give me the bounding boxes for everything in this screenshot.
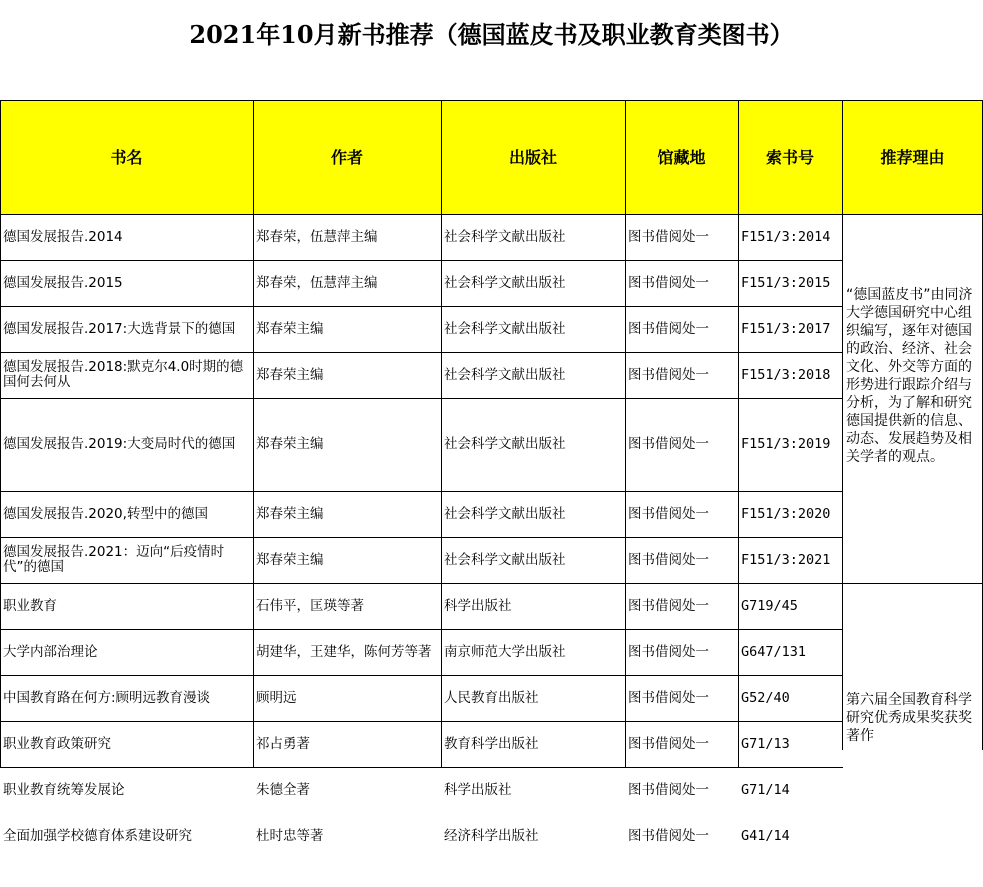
grid-line xyxy=(0,767,843,768)
book-location: 图书借阅处一 xyxy=(628,597,709,614)
book-title: 德国发展报告.2015 xyxy=(3,274,123,291)
grid-line xyxy=(253,100,254,768)
grid-line xyxy=(0,491,843,492)
grid-line xyxy=(738,100,739,768)
book-publisher: 社会科学文献出版社 xyxy=(444,366,566,383)
header-call-number: 索书号 xyxy=(738,100,842,214)
header-location: 馆藏地 xyxy=(625,100,738,214)
book-author: 祁占勇著 xyxy=(256,735,310,752)
grid-line xyxy=(0,537,843,538)
book-author: 郑春荣主编 xyxy=(256,505,324,522)
book-title: 职业教育 xyxy=(3,597,57,614)
book-location: 图书借阅处一 xyxy=(628,274,709,291)
book-call-number: G71/13 xyxy=(741,735,790,752)
grid-line xyxy=(842,100,843,750)
book-title: 德国发展报告.2017:大选背景下的德国 xyxy=(3,320,236,337)
book-location: 图书借阅处一 xyxy=(628,551,709,568)
book-author: 郑春荣主编 xyxy=(256,551,324,568)
reason-germany-bluebook: “德国蓝皮书”由同济大学德国研究中心组织编写，逐年对德国的政治、经济、社会文化、外交等方面的形势进行跟踪介绍与分析，为了解和研究德国提供新的信息、动态、发展趋势及相关学者的观点。 xyxy=(846,287,973,465)
book-publisher: 社会科学文献出版社 xyxy=(444,320,566,337)
reason-education-award: 第六届全国教育科学研究优秀成果奖获奖著作 xyxy=(846,692,972,744)
grid-line xyxy=(0,629,843,630)
book-title: 德国发展报告.2014 xyxy=(3,228,123,245)
grid-line xyxy=(0,675,843,676)
book-call-number: G71/14 xyxy=(741,781,790,798)
book-publisher: 社会科学文献出版社 xyxy=(444,228,566,245)
book-call-number: F151/3:2020 xyxy=(741,505,831,522)
book-location: 图书借阅处一 xyxy=(628,735,709,752)
book-author: 郑春荣主编 xyxy=(256,436,324,452)
grid-line xyxy=(0,721,843,722)
grid-line xyxy=(0,352,843,353)
book-publisher: 社会科学文献出版社 xyxy=(444,551,566,568)
book-title: 德国发展报告.2018:默克尔4.0时期的德国何去何从 xyxy=(3,359,244,390)
book-publisher: 科学出版社 xyxy=(444,597,512,614)
grid-line xyxy=(625,100,626,768)
book-author: 郑春荣主编 xyxy=(256,366,324,383)
book-location: 图书借阅处一 xyxy=(628,827,709,844)
book-call-number: G647/131 xyxy=(741,643,807,660)
book-title: 德国发展报告.2020,转型中的德国 xyxy=(3,505,208,522)
book-title: 中国教育路在何方:顾明远教育漫谈 xyxy=(3,689,211,706)
book-call-number: F151/3:2019 xyxy=(741,436,831,452)
header-author: 作者 xyxy=(253,100,441,214)
book-publisher: 南京师范大学出版社 xyxy=(444,643,566,660)
book-call-number: G52/40 xyxy=(741,689,790,706)
book-location: 图书借阅处一 xyxy=(628,505,709,522)
book-call-number: G719/45 xyxy=(741,597,798,614)
book-title: 职业教育政策研究 xyxy=(3,735,111,752)
grid-line xyxy=(0,398,843,399)
book-publisher: 教育科学出版社 xyxy=(444,735,539,752)
book-title: 全面加强学校德育体系建设研究 xyxy=(3,827,192,844)
header-name: 书名 xyxy=(0,100,253,214)
book-author: 郑春荣主编 xyxy=(256,320,324,337)
book-call-number: F151/3:2018 xyxy=(741,366,831,383)
grid-line xyxy=(0,583,983,584)
book-title: 德国发展报告.2019:大变局时代的德国 xyxy=(3,436,236,452)
grid-line xyxy=(0,260,843,261)
book-call-number: G41/14 xyxy=(741,827,790,844)
book-call-number: F151/3:2015 xyxy=(741,274,831,291)
book-author: 朱德全著 xyxy=(256,781,310,798)
book-location: 图书借阅处一 xyxy=(628,643,709,660)
page-title: 2021年10月新书推荐（德国蓝皮书及职业教育类图书） xyxy=(189,20,794,49)
book-publisher: 经济科学出版社 xyxy=(444,827,539,844)
book-author: 胡建华，王建华，陈何芳等著 xyxy=(256,643,432,660)
book-location: 图书借阅处一 xyxy=(628,689,709,706)
header-reason: 推荐理由 xyxy=(842,100,983,214)
book-author: 郑春荣，伍慧萍主编 xyxy=(256,274,378,291)
grid-line xyxy=(441,100,442,768)
book-publisher: 社会科学文献出版社 xyxy=(444,274,566,291)
grid-line xyxy=(0,306,843,307)
book-location: 图书借阅处一 xyxy=(628,436,709,452)
book-location: 图书借阅处一 xyxy=(628,320,709,337)
book-location: 图书借阅处一 xyxy=(628,781,709,798)
book-location: 图书借阅处一 xyxy=(628,366,709,383)
book-author: 石伟平，匡瑛等著 xyxy=(256,597,364,614)
book-title: 大学内部治理论 xyxy=(3,643,98,660)
book-publisher: 社会科学文献出版社 xyxy=(444,436,566,452)
grid-line xyxy=(0,100,1,768)
grid-line xyxy=(0,214,983,215)
book-author: 郑春荣，伍慧萍主编 xyxy=(256,228,378,245)
book-publisher: 社会科学文献出版社 xyxy=(444,505,566,522)
book-title: 职业教育统筹发展论 xyxy=(3,781,125,798)
book-author: 杜时忠等著 xyxy=(256,827,324,844)
grid-line xyxy=(0,100,983,101)
book-author: 顾明远 xyxy=(256,689,297,706)
book-call-number: F151/3:2017 xyxy=(741,320,831,337)
book-publisher: 科学出版社 xyxy=(444,781,512,798)
header-publisher: 出版社 xyxy=(441,100,625,214)
book-call-number: F151/3:2014 xyxy=(741,228,831,245)
book-call-number: F151/3:2021 xyxy=(741,551,831,568)
book-location: 图书借阅处一 xyxy=(628,228,709,245)
book-publisher: 人民教育出版社 xyxy=(444,689,539,706)
book-title: 德国发展报告.2021：迈向“后疫情时代”的德国 xyxy=(3,544,225,575)
